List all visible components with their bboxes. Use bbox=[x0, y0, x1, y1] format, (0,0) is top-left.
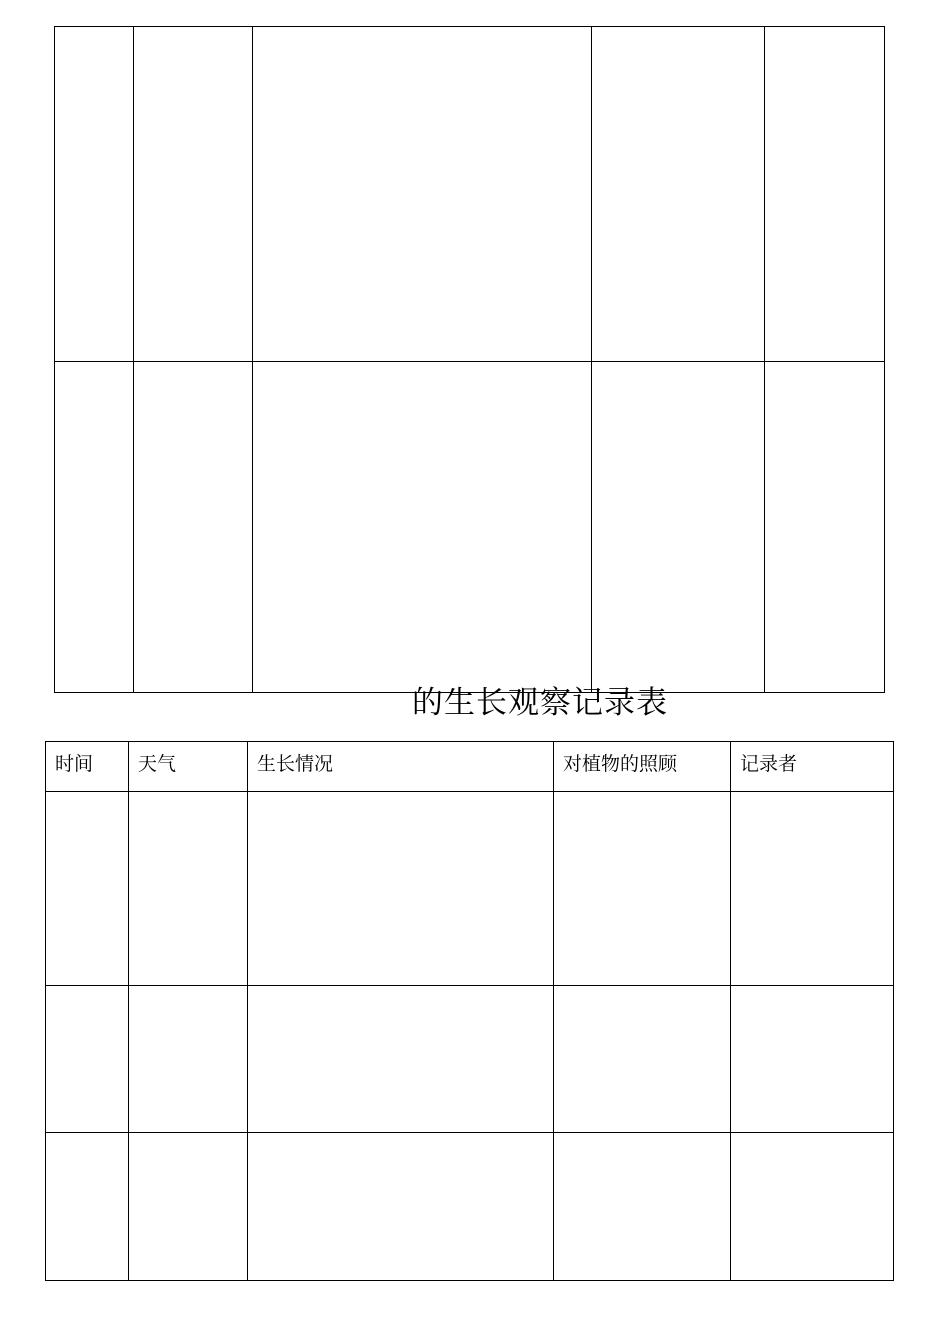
table-cell[interactable] bbox=[46, 1133, 129, 1281]
table-row bbox=[46, 1133, 894, 1281]
table-cell[interactable] bbox=[731, 986, 894, 1133]
column-header-weather: 天气 bbox=[129, 742, 248, 792]
table-cell[interactable] bbox=[129, 986, 248, 1133]
table-cell[interactable] bbox=[554, 986, 731, 1133]
table-cell[interactable] bbox=[46, 792, 129, 986]
column-header-growth: 生长情况 bbox=[248, 742, 554, 792]
table-cell[interactable] bbox=[134, 362, 253, 693]
table-cell[interactable] bbox=[592, 27, 765, 362]
table-cell[interactable] bbox=[253, 362, 592, 693]
table-cell[interactable] bbox=[248, 986, 554, 1133]
growth-record-table bbox=[45, 741, 894, 1281]
table-row bbox=[46, 986, 894, 1133]
table-cell[interactable] bbox=[248, 792, 554, 986]
table-cell[interactable] bbox=[253, 27, 592, 362]
table-cell[interactable] bbox=[129, 1133, 248, 1281]
table-cell[interactable] bbox=[765, 362, 885, 693]
page-title: 的生长观察记录表 bbox=[412, 685, 668, 721]
table-cell[interactable] bbox=[55, 27, 134, 362]
column-header-recorder: 记录者 bbox=[731, 742, 894, 792]
table-cell[interactable] bbox=[248, 1133, 554, 1281]
table-cell[interactable] bbox=[554, 792, 731, 986]
table-cell[interactable] bbox=[134, 27, 253, 362]
table-cell[interactable] bbox=[554, 1133, 731, 1281]
table-cell[interactable] bbox=[765, 27, 885, 362]
table-cell[interactable] bbox=[731, 792, 894, 986]
table-row bbox=[55, 27, 885, 362]
table-row bbox=[46, 792, 894, 986]
column-header-time: 时间 bbox=[46, 742, 129, 792]
previous-record-table bbox=[54, 26, 885, 693]
table-cell[interactable] bbox=[55, 362, 134, 693]
table-cell[interactable] bbox=[592, 362, 765, 693]
table-cell[interactable] bbox=[731, 1133, 894, 1281]
table-cell[interactable] bbox=[129, 792, 248, 986]
table-cell[interactable] bbox=[46, 986, 129, 1133]
column-header-care: 对植物的照顾 bbox=[554, 742, 731, 792]
header-row bbox=[46, 742, 894, 792]
table-row bbox=[55, 362, 885, 693]
